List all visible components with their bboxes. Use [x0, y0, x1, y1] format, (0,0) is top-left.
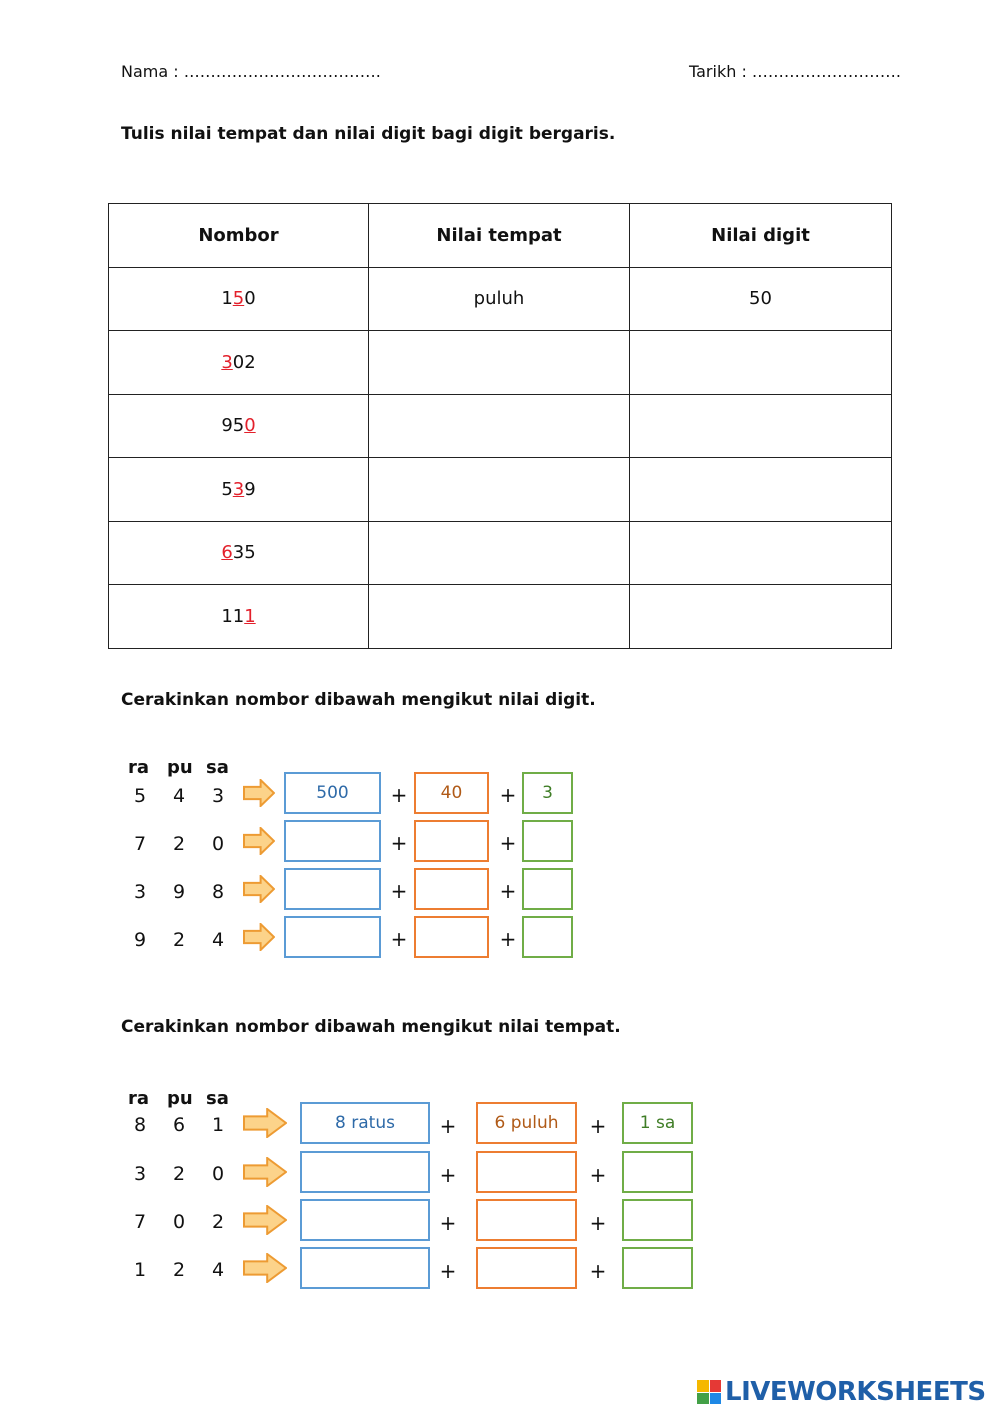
place-value-input[interactable]: [369, 394, 630, 458]
table-row: [109, 458, 892, 522]
place-value-input[interactable]: [369, 585, 630, 649]
number-digit: 7: [133, 1211, 147, 1233]
tens-box[interactable]: [414, 916, 489, 958]
ones-box[interactable]: [622, 1151, 693, 1193]
plus-sign: +: [589, 1163, 607, 1187]
underlined-digit: 6: [221, 542, 233, 564]
plus-sign: +: [499, 831, 517, 855]
column-header-ra: ra: [128, 757, 150, 778]
number-digit: 4: [172, 785, 186, 807]
ones-box[interactable]: [522, 820, 573, 862]
liveworksheets-logo: [697, 1376, 986, 1408]
number-cell: 150: [109, 267, 369, 331]
number-cell: 950: [109, 394, 369, 458]
hundreds-box[interactable]: [300, 1247, 430, 1289]
arrow-right-icon: [243, 779, 275, 811]
number-digit: 8: [133, 1114, 147, 1136]
tens-box[interactable]: [414, 820, 489, 862]
hundreds-box[interactable]: 500: [284, 772, 381, 814]
number-cell: 635: [109, 521, 369, 585]
number-digit: 0: [211, 833, 225, 855]
number-digit: 7: [133, 833, 147, 855]
number-digit: 4: [211, 929, 225, 951]
col-header-nombor: Nombor: [109, 204, 369, 268]
arrow-right-icon: [243, 875, 275, 907]
underlined-digit: 5: [232, 288, 245, 310]
table-row: [109, 267, 892, 331]
number-digit: 3: [211, 785, 225, 807]
col-header-nilai-tempat: Nilai tempat: [369, 204, 630, 268]
tens-box[interactable]: 40: [414, 772, 489, 814]
column-header-ra: ra: [128, 1088, 150, 1109]
date-field-label: Tarikh : ……………………….: [689, 62, 902, 81]
plus-sign: +: [589, 1114, 607, 1138]
plus-sign: +: [589, 1259, 607, 1283]
arrow-right-icon: [243, 1157, 287, 1191]
plus-sign: +: [589, 1211, 607, 1235]
ones-box[interactable]: 1 sa: [622, 1102, 693, 1144]
tens-box[interactable]: [476, 1199, 577, 1241]
plus-sign: +: [439, 1211, 457, 1235]
column-header-sa: sa: [206, 757, 229, 778]
hundreds-box[interactable]: [284, 916, 381, 958]
arrow-right-icon: [243, 923, 275, 955]
arrow-right-icon: [243, 1205, 287, 1239]
hundreds-box[interactable]: [284, 868, 381, 910]
logo-icon: [697, 1380, 721, 1404]
column-header-pu: pu: [167, 1088, 193, 1109]
place-value-input[interactable]: [369, 458, 630, 522]
number-digit: 9: [133, 929, 147, 951]
number-digit: 9: [172, 881, 186, 903]
plus-sign: +: [439, 1259, 457, 1283]
number-digit: 2: [211, 1211, 225, 1233]
number-digit: 1: [211, 1114, 225, 1136]
number-digit: 0: [211, 1163, 225, 1185]
name-field-label: Nama : ……………………………….: [121, 62, 381, 81]
place-value-input[interactable]: puluh: [369, 267, 630, 331]
section2-instruction: Cerakinkan nombor dibawah mengikut nilai digit.: [121, 690, 596, 710]
table-row: [109, 394, 892, 458]
ones-box[interactable]: [522, 868, 573, 910]
digit-value-input[interactable]: [630, 521, 892, 585]
number-cell: 539: [109, 458, 369, 522]
digit-value-input[interactable]: [630, 331, 892, 395]
plus-sign: +: [439, 1114, 457, 1138]
arrow-right-icon: [243, 1108, 287, 1142]
plus-sign: +: [499, 783, 517, 807]
number-digit: 0: [172, 1211, 186, 1233]
col-header-nilai-digit: Nilai digit: [630, 204, 892, 268]
column-header-sa: sa: [206, 1088, 229, 1109]
number-digit: 2: [172, 1163, 186, 1185]
arrow-right-icon: [243, 827, 275, 859]
column-header-pu: pu: [167, 757, 193, 778]
digit-value-input[interactable]: 50: [630, 267, 892, 331]
tens-box[interactable]: [476, 1247, 577, 1289]
number-digit: 2: [172, 833, 186, 855]
table-row: [109, 585, 892, 649]
plus-sign: +: [390, 783, 408, 807]
section3-instruction: Cerakinkan nombor dibawah mengikut nilai tempat.: [121, 1017, 621, 1037]
underlined-digit: 3: [232, 478, 245, 500]
ones-box[interactable]: [522, 916, 573, 958]
plus-sign: +: [390, 927, 408, 951]
plus-sign: +: [390, 879, 408, 903]
table-row: [109, 521, 892, 585]
underlined-digit: 0: [244, 415, 256, 437]
table-header-row: [109, 204, 892, 268]
plus-sign: +: [499, 879, 517, 903]
digit-value-input[interactable]: [630, 394, 892, 458]
number-digit: 5: [133, 785, 147, 807]
tens-box[interactable]: [414, 868, 489, 910]
number-digit: 2: [172, 929, 186, 951]
place-value-input[interactable]: [369, 331, 630, 395]
arrow-right-icon: [243, 1253, 287, 1287]
logo-text: LIVEWORKSHEETS: [725, 1377, 986, 1407]
digit-value-input[interactable]: [630, 585, 892, 649]
plus-sign: +: [390, 831, 408, 855]
ones-box[interactable]: [622, 1199, 693, 1241]
ones-box[interactable]: [622, 1247, 693, 1289]
section1-instruction: Tulis nilai tempat dan nilai digit bagi digit bergaris.: [121, 124, 616, 144]
hundreds-box[interactable]: [284, 820, 381, 862]
underlined-digit: 3: [221, 351, 233, 373]
number-digit: 3: [133, 1163, 147, 1185]
number-cell: 302: [109, 331, 369, 395]
place-value-input[interactable]: [369, 521, 630, 585]
plus-sign: +: [439, 1163, 457, 1187]
tens-box[interactable]: [476, 1151, 577, 1193]
number-digit: 1: [133, 1259, 147, 1281]
number-digit: 2: [172, 1259, 186, 1281]
plus-sign: +: [499, 927, 517, 951]
number-cell: 111: [109, 585, 369, 649]
number-digit: 8: [211, 881, 225, 903]
hundreds-box[interactable]: [300, 1199, 430, 1241]
ones-box[interactable]: 3: [522, 772, 573, 814]
tens-box[interactable]: 6 puluh: [476, 1102, 577, 1144]
digit-value-input[interactable]: [630, 458, 892, 522]
place-value-table: [108, 203, 892, 649]
hundreds-box[interactable]: 8 ratus: [300, 1102, 430, 1144]
hundreds-box[interactable]: [300, 1151, 430, 1193]
number-digit: 4: [211, 1259, 225, 1281]
table-row: [109, 331, 892, 395]
underlined-digit: 1: [244, 605, 256, 627]
number-digit: 3: [133, 881, 147, 903]
number-digit: 6: [172, 1114, 186, 1136]
